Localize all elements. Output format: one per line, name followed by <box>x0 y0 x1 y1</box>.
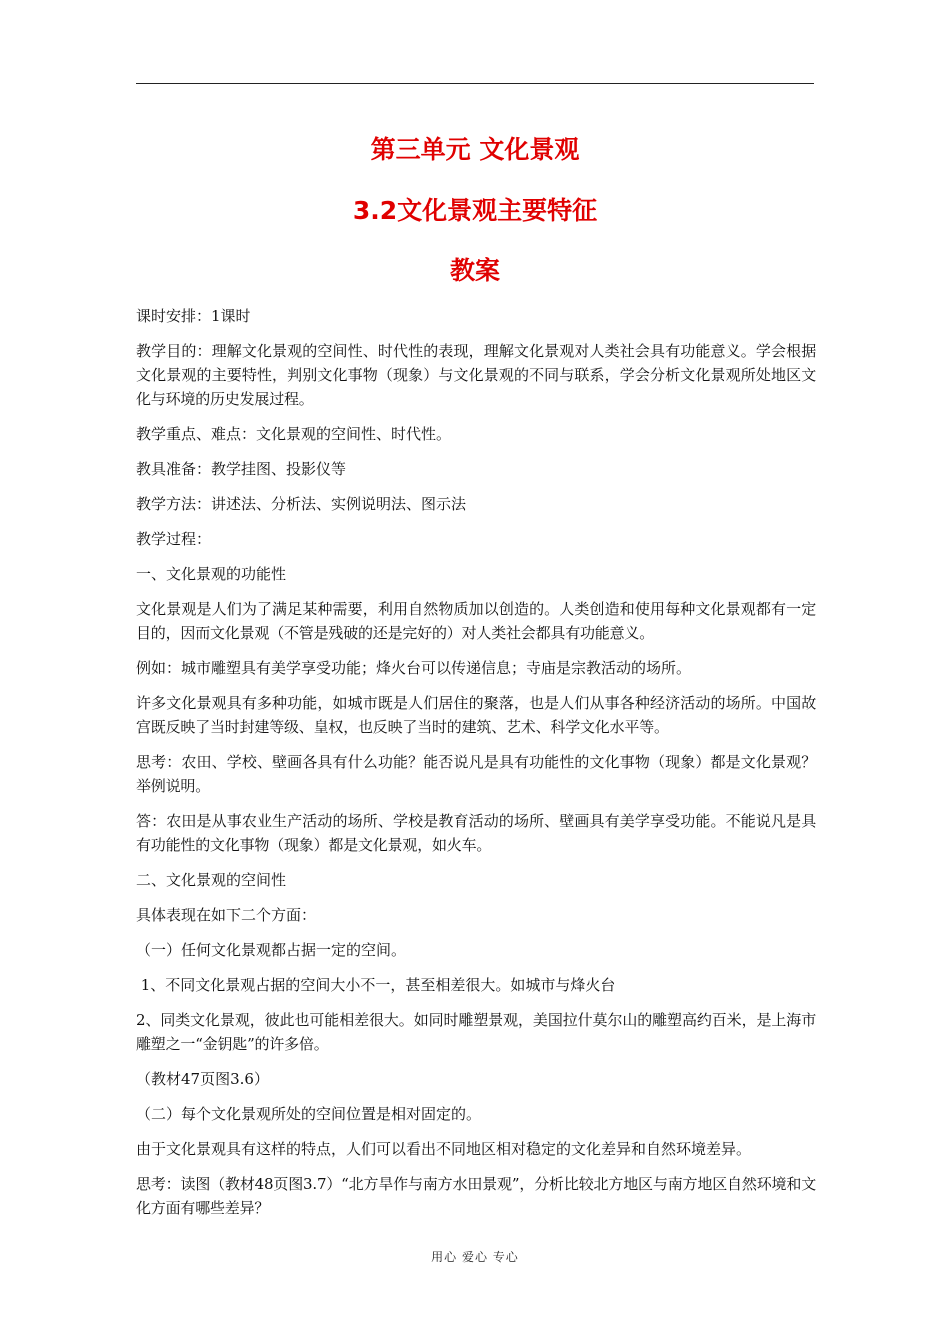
body-paragraph: 教学重点、难点：文化景观的空间性、时代性。 <box>136 425 452 443</box>
body-paragraph: 思考：读图（教材48页图3.7）“北方旱作与南方水田景观”，分析比较北方地区与南方地区自然环境和文化方面有哪些差异？ <box>136 1175 816 1217</box>
body-paragraph: 1、不同文化景观占据的空间大小不一，甚至相差很大。如城市与烽火台 <box>136 976 616 994</box>
body-paragraph: 例如：城市雕塑具有美学享受功能；烽火台可以传递信息；寺庙是宗教活动的场所。 <box>136 659 692 677</box>
body-paragraph: 一、文化景观的功能性 <box>136 565 287 583</box>
body-paragraph: 由于文化景观具有这样的特点，人们可以看出不同地区相对稳定的文化差异和自然环境差异。 <box>136 1140 752 1158</box>
body-paragraph: 具体表现在如下二个方面： <box>136 906 317 924</box>
body-paragraph: 课时安排：1课时 <box>136 307 251 325</box>
unit-title: 第三单元 文化景观 <box>370 135 580 164</box>
body-paragraph: 答：农田是从事农业生产活动的场所、学校是教育活动的场所、壁画具有美学享受功能。不能说凡是具有功能性的文化事物（现象）都是文化景观，如火车。 <box>136 812 816 854</box>
body-paragraph: （教材47页图3.6） <box>136 1070 269 1088</box>
document-body <box>136 304 816 1231</box>
body-paragraph: 思考：农田、学校、壁画各具有什么功能？能否说凡是具有功能性的文化事物（现象）都是文化景观？举例说明。 <box>136 753 816 795</box>
body-paragraph: 教学目的：理解文化景观的空间性、时代性的表现，理解文化景观对人类社会具有功能意义。学会根据文化景观的主要特性，判别文化事物（现象）与文化景观的不同与联系，学会分析文化景观所处地区文化与环境的历史发展过程。 <box>136 342 816 408</box>
body-paragraph: （二）每个文化景观所处的空间位置是相对固定的。 <box>136 1105 482 1123</box>
body-paragraph: 教具准备：教学挂图、投影仪等 <box>136 460 347 478</box>
doc-type-title: 教案 <box>449 256 500 285</box>
body-paragraph: 教学过程： <box>136 530 212 548</box>
section-title: 3.2文化景观主要特征 <box>352 196 598 225</box>
body-paragraph: 许多文化景观具有多种功能，如城市既是人们居住的聚落，也是人们从事各种经济活动的场所。中国故宫既反映了当时封建等级、皇权，也反映了当时的建筑、艺术、科学文化水平等。 <box>136 694 816 736</box>
body-paragraph: 2、同类文化景观，彼此也可能相差很大。如同时雕塑景观，美国拉什莫尔山的雕塑高约百米，是上海市雕塑之一“金钥匙”的许多倍。 <box>136 1011 816 1053</box>
page-footer: 用心 爱心 专心 <box>431 1250 519 1264</box>
body-paragraph: 教学方法：讲述法、分析法、实例说明法、图示法 <box>136 495 467 513</box>
body-paragraph: （一）任何文化景观都占据一定的空间。 <box>136 941 407 959</box>
body-paragraph: 文化景观是人们为了满足某种需要，利用自然物质加以创造的。人类创造和使用每种文化景观都有一定目的，因而文化景观（不管是残破的还是完好的）对人类社会都具有功能意义。 <box>136 600 816 642</box>
header-rule <box>136 83 814 84</box>
body-paragraph: 二、文化景观的空间性 <box>136 871 287 889</box>
